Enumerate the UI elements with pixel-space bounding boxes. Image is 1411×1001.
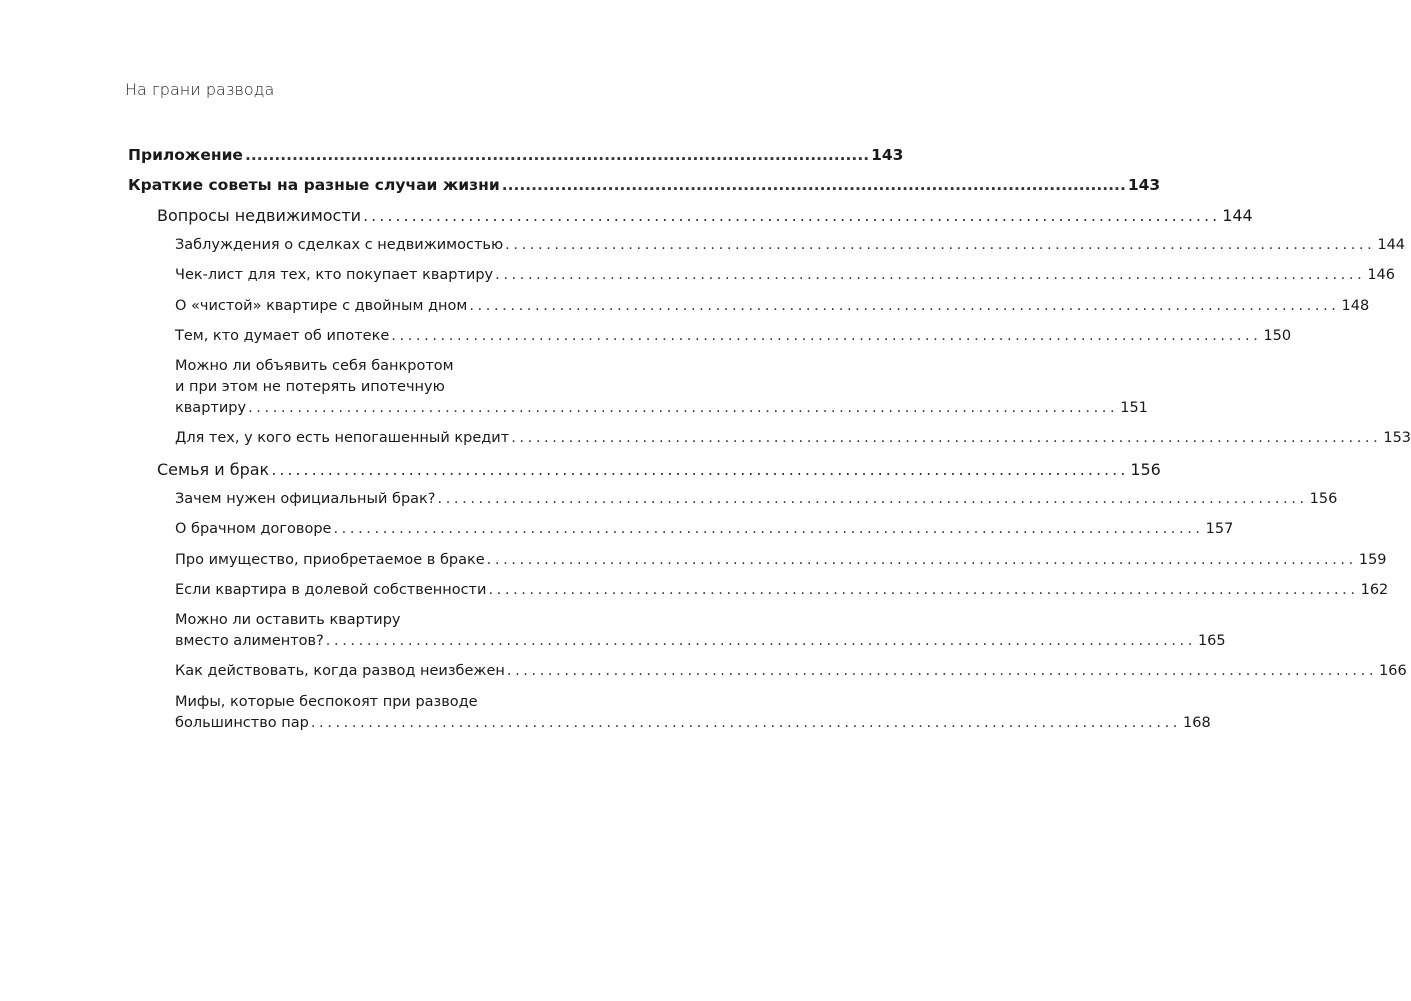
- toc-entry-realty-2[interactable]: [175, 267, 1395, 283]
- toc-entry-page: 156: [1309, 491, 1338, 507]
- toc-entry-page: 144: [1377, 237, 1406, 253]
- toc-entry-title: Приложение: [128, 146, 243, 164]
- toc-entry-family-3[interactable]: [175, 552, 1387, 568]
- dot-leader: ..........................................................................................................: [495, 267, 1366, 283]
- toc-section-realty[interactable]: [157, 206, 1253, 225]
- toc-entry-page: 143: [1127, 176, 1161, 194]
- toc-entry-title: Чек-лист для тех, кто покупает квартиру: [175, 267, 494, 283]
- toc-entry-page: 168: [1183, 715, 1211, 731]
- toc-entry-title: О брачном договоре: [175, 521, 332, 537]
- dot-leader: ..........................................................................................................: [248, 400, 1119, 416]
- toc-entry-title: Если квартира в долевой собственности: [175, 582, 487, 598]
- dot-leader: ..........................................................................................................: [501, 176, 1126, 194]
- toc-entry-realty-3[interactable]: [175, 298, 1370, 314]
- dot-leader: ..........................................................................................................: [437, 491, 1308, 507]
- dot-leader: ..........................................................................................................: [310, 715, 1181, 731]
- toc-entry-page: 151: [1120, 400, 1148, 416]
- dot-leader: ..........................................................................................................: [511, 430, 1382, 446]
- toc-entry-appendix[interactable]: [128, 146, 904, 164]
- toc-entry-title: Заблуждения о сделках с недвижимостью: [175, 237, 504, 253]
- toc-entry-tips[interactable]: [128, 176, 1161, 194]
- dot-leader: ..........................................................................................................: [505, 237, 1376, 253]
- toc-entry-title: Семья и брак: [157, 460, 270, 479]
- dot-leader: ..........................................................................................................: [363, 206, 1221, 225]
- dot-leader: ..........................................................................................................: [486, 552, 1357, 568]
- dot-leader: ..........................................................................................................: [271, 460, 1129, 479]
- toc-entry-line: и при этом не потерять ипотечную: [175, 379, 445, 395]
- toc-entry-title: Зачем нужен официальный брак?: [175, 491, 436, 507]
- dot-leader: ..........................................................................................................: [391, 328, 1262, 344]
- toc-entry-title: Для тех, у кого есть непогашенный кредит: [175, 430, 510, 446]
- toc-entry-page: 150: [1263, 328, 1292, 344]
- toc-entry-realty-6[interactable]: [175, 430, 1411, 446]
- toc-entry-realty-4[interactable]: [175, 328, 1292, 344]
- toc-entry-title: Вопросы недвижимости: [157, 206, 362, 225]
- toc-entry-family-7[interactable]: [175, 715, 1211, 731]
- toc-entry-line: Можно ли оставить квартиру: [175, 612, 401, 628]
- dot-leader: ..........................................................................................................: [325, 633, 1196, 649]
- toc-entry-realty-5[interactable]: [175, 400, 1148, 416]
- toc-entry-title: Как действовать, когда развод неизбежен: [175, 663, 505, 679]
- dot-leader: ..........................................................................................................: [244, 146, 870, 164]
- dot-leader: ..........................................................................................................: [333, 521, 1204, 537]
- toc-entry-page: 162: [1360, 582, 1389, 598]
- toc-entry-page: 157: [1205, 521, 1234, 537]
- toc-entry-page: 159: [1358, 552, 1387, 568]
- toc-entry-page: 166: [1379, 663, 1407, 679]
- toc-entry-title: Краткие советы на разные случаи жизни: [128, 176, 500, 194]
- toc-section-family[interactable]: [157, 460, 1161, 479]
- toc-entry-family-2[interactable]: [175, 521, 1234, 537]
- toc-entry-page: 146: [1367, 267, 1395, 283]
- toc-entry-line: Мифы, которые беспокоят при разводе: [175, 694, 478, 710]
- toc-entry-title: О «чистой» квартире с двойным дном: [175, 298, 468, 314]
- toc-entry-family-6[interactable]: [175, 663, 1407, 679]
- dot-leader: ..........................................................................................................: [506, 663, 1378, 679]
- toc-entry-family-4[interactable]: [175, 582, 1389, 598]
- toc-entry-title: Тем, кто думает об ипотеке: [175, 328, 390, 344]
- toc-entry-line: Можно ли объявить себя банкротом: [175, 358, 454, 374]
- toc-entry-title: квартиру: [175, 400, 247, 416]
- toc-entry-family-1[interactable]: [175, 491, 1338, 507]
- toc-entry-family-5[interactable]: [175, 633, 1226, 649]
- dot-leader: ..........................................................................................................: [488, 582, 1359, 598]
- toc-entry-realty-1[interactable]: [175, 237, 1406, 253]
- toc-entry-page: 153: [1383, 430, 1411, 446]
- toc-entry-page: 144: [1222, 206, 1253, 225]
- toc-entry-title: Про имущество, приобретаемое в браке: [175, 552, 485, 568]
- dot-leader: ..........................................................................................................: [469, 298, 1340, 314]
- toc-entry-title: большинство пар: [175, 715, 309, 731]
- toc-entry-page: 165: [1197, 633, 1226, 649]
- toc-entry-title: вместо алиментов?: [175, 633, 324, 649]
- running-header: На грани развода: [125, 80, 275, 99]
- toc-entry-page: 148: [1341, 298, 1370, 314]
- toc-entry-page: 143: [871, 146, 904, 164]
- toc-entry-page: 156: [1130, 460, 1161, 479]
